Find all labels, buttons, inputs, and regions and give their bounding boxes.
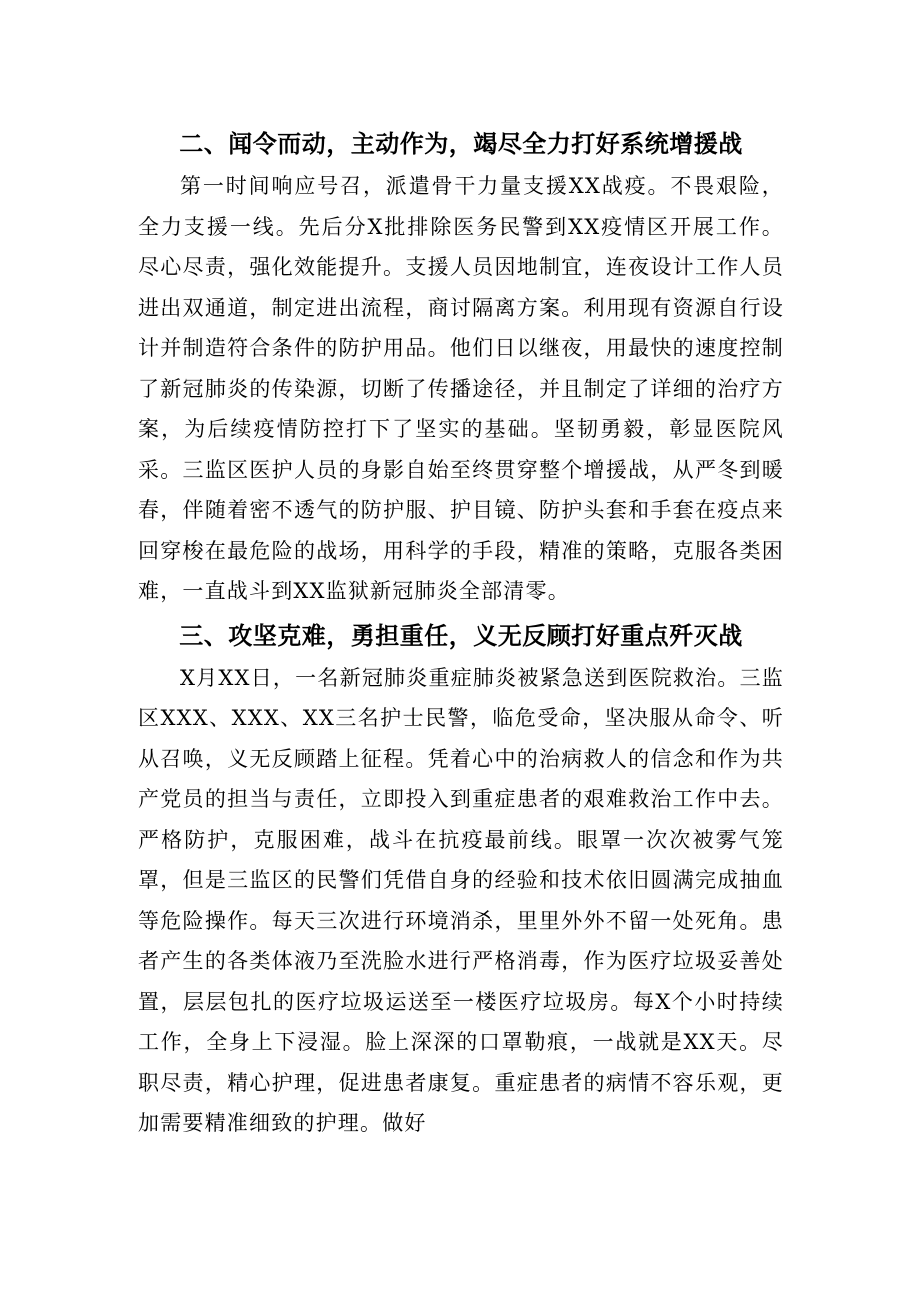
document-page: [138, 122, 784, 1144]
section-paragraph: X月XX日，一名新冠肺炎重症肺炎被紧急送到医院救治。三监区XXX、XXX、XX三名护士民警，临危受命，坚决服从命令、听从召唤，义无反顾踏上征程。凭着心中的治病救人的信念和作为共产党员的担当与责任，立即投入到重症患者的艰难救治工作中去。严格防护，克服困难，战斗在抗疫最前线。眼罩一次次被雾气笼罩，但是三监区的民警们凭借自身的经验和技术依旧圆满完成抽血等危险操作。每天三次进行环境消杀，里里外外不留一处死角。患者产生的各类体液乃至洗脸水进行严格消毒，作为医疗垃圾妥善处置，层层包扎的医疗垃圾运送至一楼医疗垃圾房。每X个小时持续工作，全身上下浸湿。脸上深深的口罩勒痕，一战就是XX天。尽职尽责，精心护理，促进患者康复。重症患者的病情不容乐观，更加需要精准细致的护理。做好: [138, 665, 784, 1135]
section-paragraph: 第一时间响应号召，派遣骨干力量支援XX战疫。不畏艰险，全力支援一线。先后分X批排除医务民警到XX疫情区开展工作。尽心尽责，强化效能提升。支援人员因地制宜，连夜设计工作人员进出双通道，制定进出流程，商讨隔离方案。利用现有资源自行设计并制造符合条件的防护用品。他们日以继夜，用最快的速度控制了新冠肺炎的传染源，切断了传播途径，并且制定了详细的治疗方案，为后续疫情防控打下了坚实的基础。坚韧勇毅，彰显医院风采。三监区医护人员的身影自始至终贯穿整个增援战，从严冬到暖春，伴随着密不透气的防护服、护目镜、防护头套和手套在疫点来回穿梭在最危险的战场，用科学的手段，精准的策略，克服各类困难，一直战斗到XX监狱新冠肺炎全部清零。: [138, 174, 784, 603]
section-heading: 二、闻令而动，主动作为，竭尽全力打好系统增援战: [179, 130, 743, 158]
section-heading: 三、攻坚克难，勇担重任，义无反顾打好重点歼灭战: [179, 621, 743, 650]
